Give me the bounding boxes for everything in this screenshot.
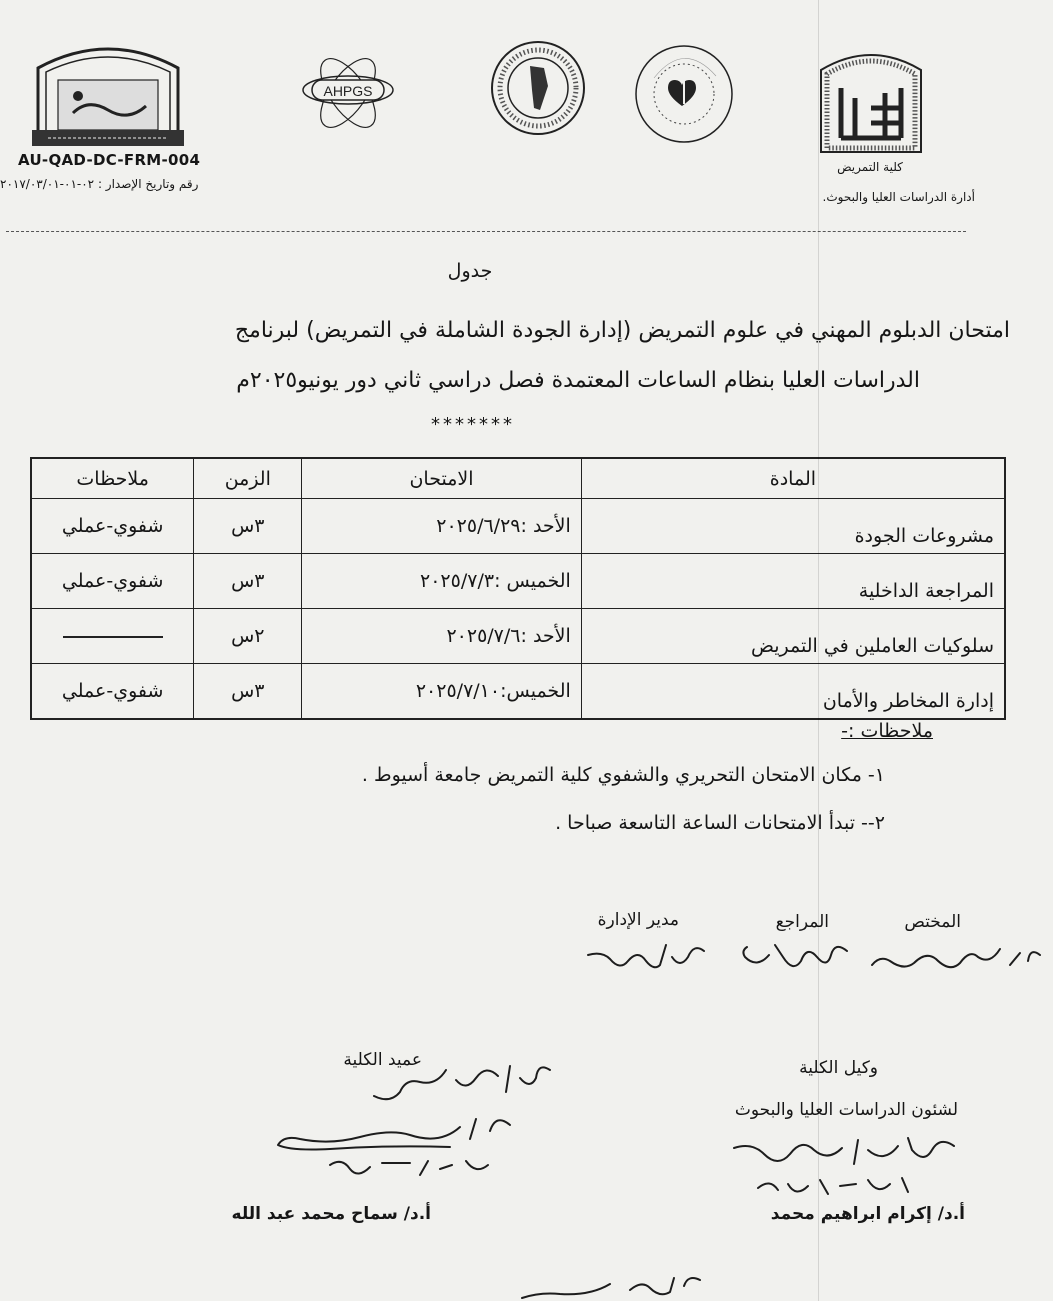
- admin-manager-label: مدير الإدارة: [597, 910, 679, 930]
- table-row: [31, 664, 1005, 720]
- ahpgs-logo: [298, 48, 398, 138]
- dean-name: أ.د/ سماح محمد عبد الله: [231, 1204, 431, 1224]
- vice-dean-portfolio: لشئون الدراسات العليا والبحوث: [734, 1100, 958, 1120]
- cell-exam-date: الخميس :٢٠٢٥/٧/٣: [302, 554, 582, 609]
- notes-heading: ملاحظات :-: [841, 720, 933, 742]
- naqaae-seal: [488, 38, 588, 138]
- dean-note-handwriting: [360, 1052, 560, 1112]
- note-item-1: ١- مكان الامتحان التحريري والشفوي كلية التمريض جامعة أسيوط .: [361, 764, 885, 786]
- empty-dash-line: [63, 636, 163, 638]
- title-separator-stars: *******: [431, 414, 515, 435]
- cell-notes: شفوي-عملي: [31, 664, 194, 720]
- header-exam: الامتحان: [302, 458, 582, 499]
- cell-subject: إدارة المخاطر والأمان: [581, 664, 1005, 720]
- cell-exam-date: الخميس:٢٠٢٥/٧/١٠: [302, 664, 582, 720]
- faculty-crest-logo: [28, 38, 188, 150]
- cell-duration: ٣س: [194, 664, 302, 720]
- cell-notes-empty: [31, 609, 194, 664]
- header-subject: المادة: [581, 458, 1005, 499]
- cell-notes: شفوي-عملي: [31, 554, 194, 609]
- cell-exam-date: الأحد :٢٠٢٥/٧/٦: [302, 609, 582, 664]
- vice-dean-signature: [718, 1128, 963, 1208]
- form-code: AU-QAD-DC-FRM-004: [18, 151, 201, 169]
- table-header-row: [31, 458, 1005, 499]
- dean-signature: [270, 1105, 520, 1190]
- vice-dean-name: أ.د/ إكرام ابراهيم محمد: [770, 1204, 965, 1224]
- table-row: [31, 499, 1005, 554]
- assiut-university-logo: [815, 48, 927, 158]
- specialist-signature: [860, 935, 1050, 990]
- issue-number-date: رقم وتاريخ الإصدار : ٠٢-٠١-٢٠١٧/٠٣/٠١: [0, 177, 199, 191]
- dean-label: عميد الكلية: [343, 1050, 422, 1070]
- reviewer-signature: [735, 935, 855, 980]
- cell-subject: سلوكيات العاملين في التمريض: [581, 609, 1005, 664]
- svg-text:AHPGS: AHPGS: [323, 83, 373, 99]
- note-item-2: ٢-- تبدأ الامتحانات الساعة التاسعة صباحا .: [555, 812, 885, 834]
- document-heading: جدول: [447, 260, 493, 282]
- cell-duration: ٣س: [194, 554, 302, 609]
- header-time: الزمن: [194, 458, 302, 499]
- admin-manager-signature: [580, 935, 710, 980]
- specialist-label: المختص: [904, 912, 961, 932]
- vice-dean-label: وكيل الكلية: [799, 1058, 878, 1078]
- header-divider: [6, 231, 966, 232]
- page-fold-line: [818, 0, 819, 1301]
- department-name: أدارة الدراسات العليا والبحوث.: [822, 190, 975, 204]
- aha-training-center-seal: [632, 42, 737, 147]
- cell-notes: شفوي-عملي: [31, 499, 194, 554]
- table-row: [31, 609, 1005, 664]
- cell-duration: ٣س: [194, 499, 302, 554]
- table-row: [31, 554, 1005, 609]
- exam-schedule-table: [30, 457, 1006, 720]
- header-notes: ملاحظات: [31, 458, 194, 499]
- reviewer-label: المراجع: [775, 912, 829, 932]
- cell-duration: ٢س: [194, 609, 302, 664]
- cell-subject: المراجعة الداخلية: [581, 554, 1005, 609]
- cell-subject: مشروعات الجودة: [581, 499, 1005, 554]
- cell-exam-date: الأحد :٢٠٢٥/٦/٢٩: [302, 499, 582, 554]
- faculty-name: كلية التمريض: [837, 160, 903, 174]
- bottom-handwriting: [510, 1270, 710, 1301]
- title-line-2: الدراسات العليا بنظام الساعات المعتمدة فصل دراسي ثاني دور يونيو٢٠٢٥م: [236, 368, 920, 393]
- title-line-1: امتحان الدبلوم المهني في علوم التمريض (إدارة الجودة الشاملة في التمريض) لبرنامج: [234, 318, 1010, 343]
